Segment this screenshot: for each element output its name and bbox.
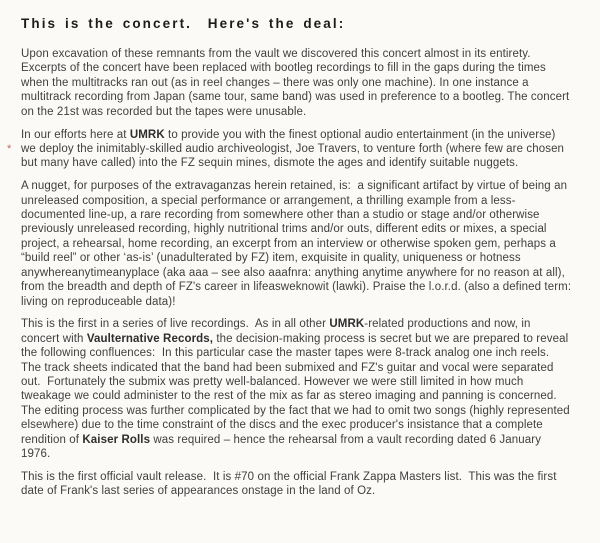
paragraph	[21, 470, 572, 499]
page-title: This is the concert. Here's the deal:	[21, 16, 346, 31]
paragraph	[7, 128, 572, 171]
bold-term: Vaulternative Records,	[86, 332, 214, 345]
footnote-asterisk-icon: *	[7, 142, 12, 155]
paragraph	[21, 317, 572, 461]
bold-term: UMRK	[329, 318, 365, 331]
text-run: to provide you with the finest optional audio entertainment (in the universe) we deploy the inimitably-skilled audio archiveologist, Joe Travers, to venture forth (where few are chosen but many have called) into the FZ sequin mines, dismote the ages and identify suitable nuggets.	[21, 128, 568, 170]
text-run: the decision-making process is secret but we are prepared to reveal the following confluences: In this particular case the master tapes were 8-track analog one inch reels. The track sheets indicated that the band had been submixed and FZ's guitar and vocal were separated out. Fortunately the submix was pretty well-balanced. However we were still limited in how much tweakage we could administer to the rest of the mix as far as stereo imaging and panning is concerned. The editing process was further complicated by the fact that we had to omit two songs (highly represented elsewhere) due to the time constraint of the discs and the exec producer's insistance that a complete rendition of	[21, 332, 574, 446]
paragraph	[21, 179, 575, 309]
text-run: Upon excavation of these remnants from the vault we discovered this concert almost in its entirety. Excerpts of the concert have been replaced with bootleg recordings to fill in the gaps during the times when the multitracks ran out (as in reel changes – there was only one machine). In one instance a multitrack recording from Japan (same tour, same band) was used in preference to a bootleg. The concert on the 21st was recorded but the tapes were unusable.	[21, 48, 573, 118]
paragraphs	[7, 47, 575, 499]
bold-term: Kaiser Rolls	[82, 433, 151, 446]
bold-term: UMRK	[129, 128, 165, 141]
paragraph	[21, 47, 572, 119]
text-run: This is the first official vault release. It is #70 on the official Frank Zappa Masters list. This was the first date of Frank's last series of appearances onstage in the land of Oz.	[21, 470, 560, 498]
text-run: -related productions and now, in concert with	[21, 318, 534, 345]
text-run: In our efforts here at	[21, 128, 130, 141]
text-run: This is the first in a series of live recordings. As in all other	[21, 318, 330, 331]
text-run: was required – hence the rehearsal from a vault recording dated 6 January 1976.	[21, 433, 545, 461]
text-run: A nugget, for purposes of the extravaganzas herein retained, is: a significant artifact by virtue of being an unreleased composition, a special performance or arrangement, a thrilling example from a less-documented line-up, a rare recording from somewhere other than a studio or stage and/or otherwise previously unreleased recording, highly nutritional trims and/or outs, different edits or mixes, a special project, a rehearsal, home recording, an excerpt from an interview or otherwise spoken gem, perhaps a “build reel” or other ‘as-is’ (unadulterated by FZ) item, exquisite in quality, uniqueness or hotness anywhereanytimeanyplace (aka aaa – see also aaafnra: anything anytime anywhere for no reason at all), from the breadth and depth of FZ's career in lifeasweknowit (lawki). Praise the l.o.r.d. (also a defined term: living on reproduceable data)!	[21, 180, 575, 308]
